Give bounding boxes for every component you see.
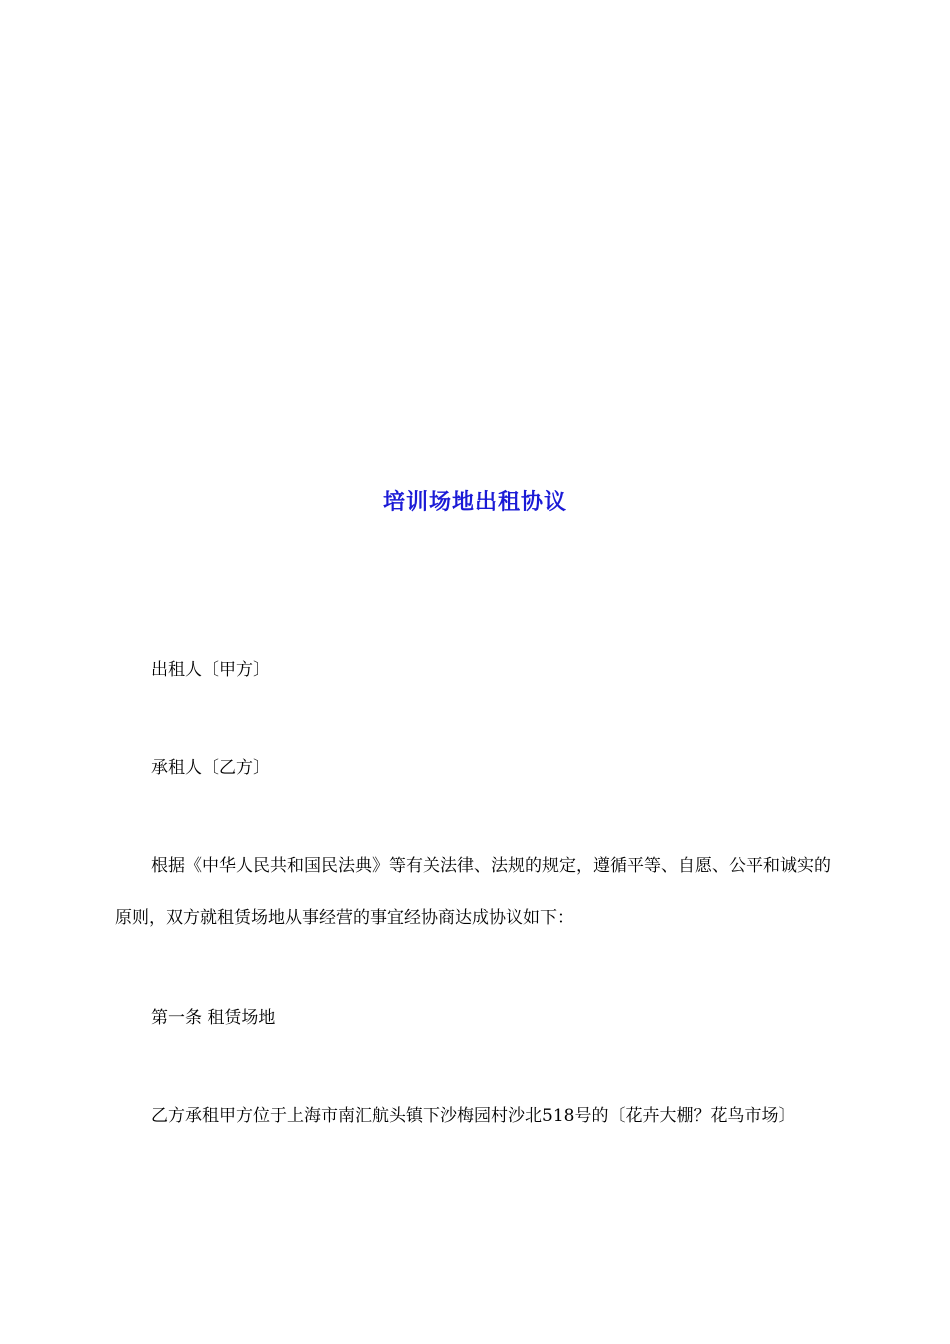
article-one-paragraph: 乙方承租甲方位于上海市南汇航头镇下沙梅园村沙北518号的〔花卉大棚？花鸟市场〕 [151, 1106, 796, 1126]
lessee-line: 承租人〔乙方〕 [151, 758, 270, 778]
lessor-line: 出租人〔甲方〕 [151, 660, 270, 680]
article-one-heading: 第一条 租赁场地 [151, 1008, 276, 1028]
preamble-paragraph: 根据《中华人民共和国民法典》等有关法律、法规的规定，遵循平等、自愿、公平和诚实的原则，双方就租赁场地从事经营的事宜经协商达成协议如下： [115, 856, 831, 928]
document-title: 培训场地出租协议 [382, 489, 567, 515]
